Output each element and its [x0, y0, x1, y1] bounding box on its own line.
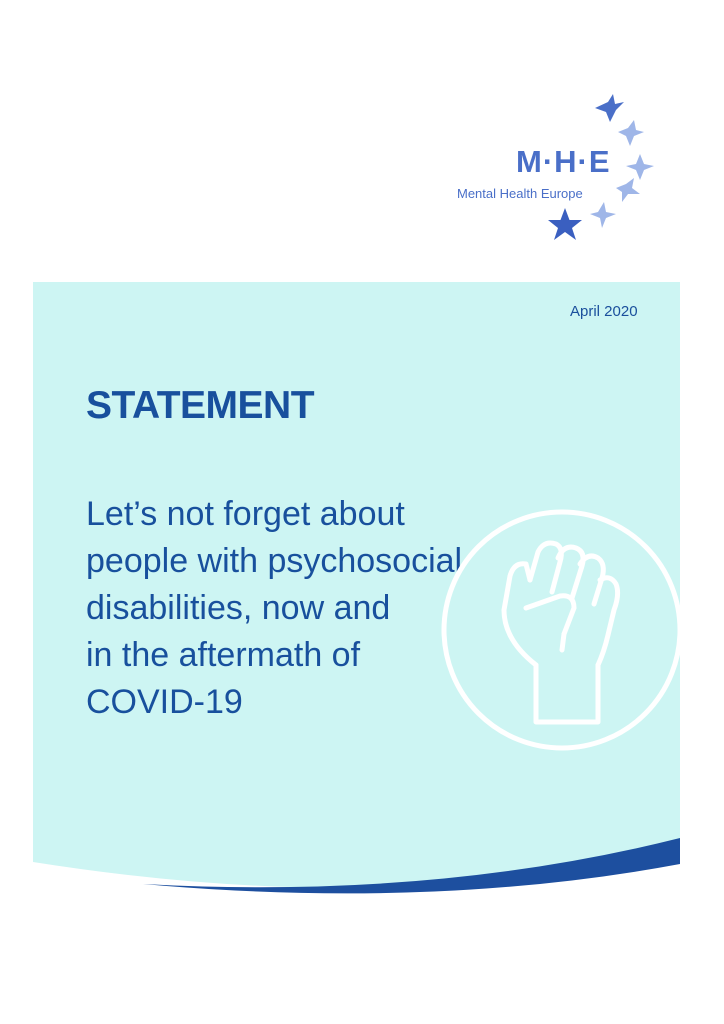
logo-acronym: M·H·E	[516, 144, 611, 179]
title-line: people with psychosocial	[86, 542, 463, 580]
title-line: COVID-19	[86, 683, 243, 721]
title-line: Let’s not forget about	[86, 495, 405, 533]
publication-date: April 2020	[570, 303, 638, 320]
title-line: disabilities, now and	[86, 589, 391, 627]
raised-fist-icon	[440, 500, 685, 760]
logo-name: Mental Health Europe	[457, 186, 583, 201]
title-line: in the aftermath of	[86, 636, 361, 674]
document-type-label: STATEMENT	[86, 384, 315, 427]
